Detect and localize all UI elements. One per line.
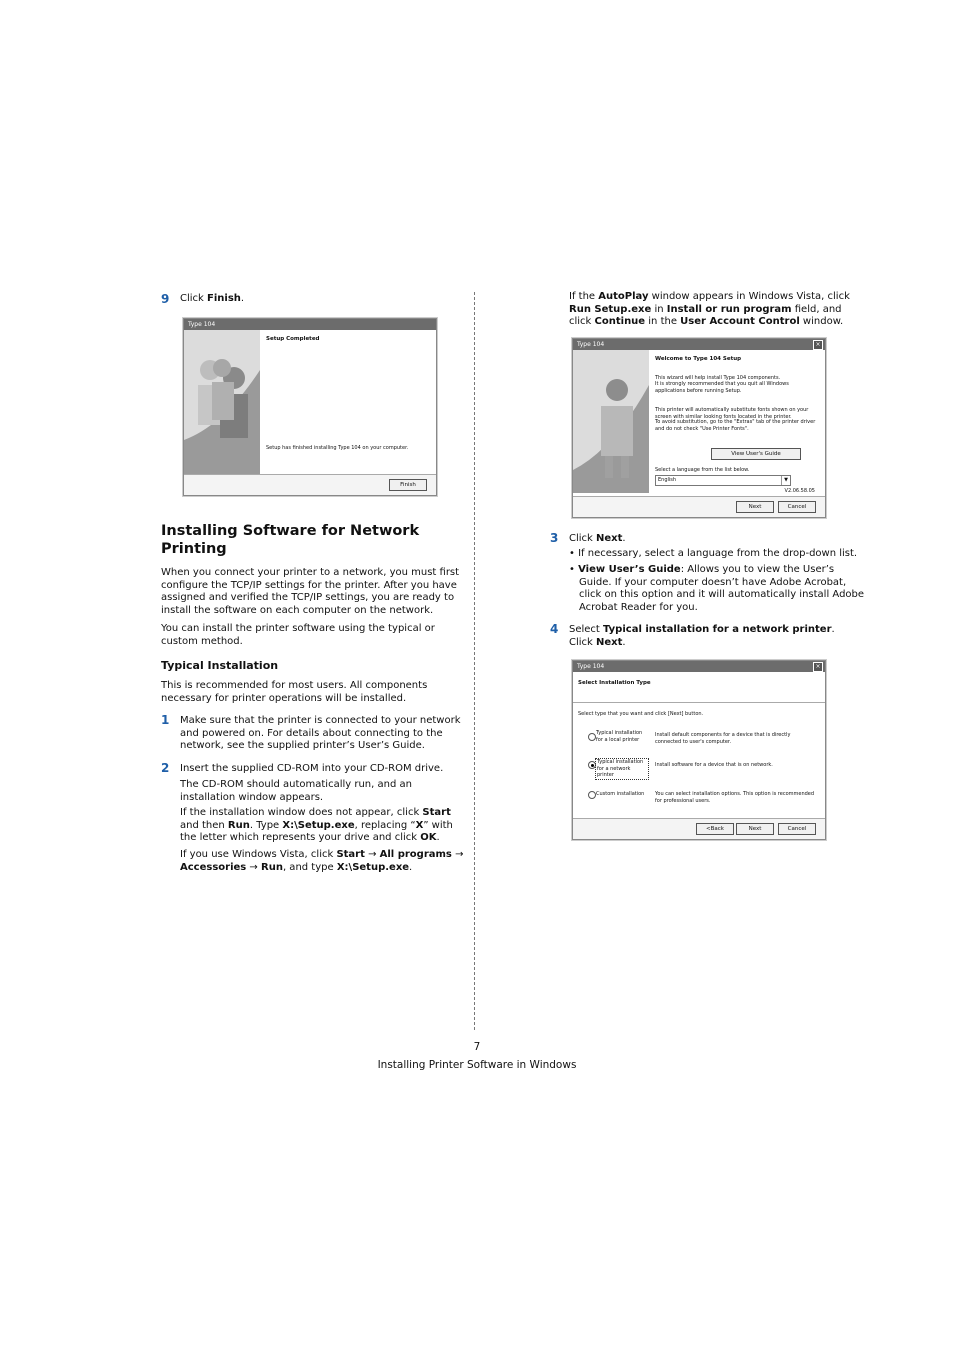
option-custom-label[interactable]: Custom installation <box>596 791 645 797</box>
setup-completed-dialog <box>183 318 437 496</box>
dialog-line-4: To avoid substitution, go to the "Extras" tab of the printer driver and do not check "Use Printer Fonts". <box>655 419 816 432</box>
dialog-prompt: Select type that you want and click [Next] button. <box>578 711 704 717</box>
dialog-line-2: It is strongly recommended that you quit all Windows applications before running Setup. <box>655 381 789 394</box>
step-3-bullet-language: • If necessary, select a language from the drop-down list. <box>569 548 858 559</box>
dialog-footer <box>573 818 825 839</box>
autoplay-intro: If the AutoPlay window appears in Windows Vista, click Run Setup.exe in Install or run program field, and click Continue in the User Account Control window. <box>569 291 850 327</box>
language-select-value: English <box>658 477 677 483</box>
step-9-number: 9 <box>161 292 170 306</box>
dialog-heading: Select Installation Type <box>578 680 651 686</box>
column-divider <box>474 292 475 1030</box>
dialog-titlebar: Type 104 <box>184 319 436 330</box>
step-1-number: 1 <box>161 713 170 727</box>
step-2-manual-run: If the installation window does not appear, click Start and then Run. Type X:\Setup.exe, replacing “X” with the letter which represents your drive and click OK. <box>180 807 453 843</box>
step-9-text: Click Finish. <box>180 293 245 304</box>
dialog-heading: Welcome to Type 104 Setup <box>655 356 742 362</box>
cancel-button[interactable]: Cancel <box>778 501 816 513</box>
language-label: Select a language from the list below. <box>655 467 750 473</box>
wizard-side-image <box>184 330 260 475</box>
step-4-text: Select Typical installation for a network printer. Click Next. <box>569 624 835 648</box>
paragraph-method: You can install the printer software using the typical or custom method. <box>161 623 435 647</box>
option-custom-desc: You can select installation options. This option is recommended for professional users. <box>655 791 815 804</box>
next-button[interactable]: Next <box>736 823 774 835</box>
step-3-bullet-guide: • View User’s Guide: Allows you to view the User’s Guide. If your computer doesn’t have Adobe Acrobat, click on this option and it will automatically install Adobe Acrobat Reader for you. <box>569 564 865 613</box>
close-icon[interactable]: × <box>813 340 823 350</box>
option-local-printer-desc: Install default components for a device that is directly connected to user's computer. <box>655 732 791 745</box>
view-users-guide-button[interactable]: View User's Guide <box>711 448 801 460</box>
radio-selected-dot <box>591 764 594 767</box>
step-3-number: 3 <box>550 531 559 545</box>
cancel-button[interactable]: Cancel <box>778 823 816 835</box>
welcome-setup-dialog <box>572 338 826 518</box>
step-1-text: Make sure that the printer is connected to your network and powered on. For details about connecting to the network, see the supplied printer’s User’s Guide. <box>180 715 461 751</box>
close-icon[interactable]: × <box>813 662 823 672</box>
option-network-printer-label[interactable]: Typical installation for a network printer <box>595 758 649 780</box>
step-2-number: 2 <box>161 761 170 775</box>
dialog-titlebar: Type 104 × <box>573 339 825 350</box>
step-3-text: Click Next. <box>569 533 626 544</box>
step-4-number: 4 <box>550 622 559 636</box>
wizard-side-image <box>573 350 649 493</box>
finish-button[interactable]: Finish <box>389 479 427 491</box>
section-title: Installing Software for Network Printing <box>161 523 420 557</box>
dialog-line-1: This wizard will help install Type 104 components. <box>655 375 781 381</box>
paragraph-tcpip: When you connect your printer to a network, you must first configure the TCP/IP settings for the printer. After you have assigned and verified the TCP/IP settings, you are ready to install the software on each computer on the network. <box>161 567 460 616</box>
page-number: 7 <box>473 1041 481 1053</box>
radio-local-printer[interactable] <box>588 733 596 741</box>
dialog-heading: Setup Completed <box>266 336 320 342</box>
radio-custom-installation[interactable] <box>588 791 596 799</box>
step-2-autorun: The CD-ROM should automatically run, and an installation window appears. <box>180 779 412 803</box>
paragraph-recommended: This is recommended for most users. All components necessary for printer operations will be installed. <box>161 680 428 704</box>
option-network-printer-desc: Install software for a device that is on network. <box>655 762 773 768</box>
dialog-header-band <box>573 672 825 703</box>
footer-title: Installing Printer Software in Windows <box>377 1059 577 1071</box>
language-select[interactable] <box>655 475 791 486</box>
select-installation-type-dialog <box>572 660 826 840</box>
option-local-printer-label[interactable]: Typical installation for a local printer <box>596 730 643 743</box>
dialog-titlebar: Type 104 × <box>573 661 825 672</box>
step-2-text: Insert the supplied CD-ROM into your CD-ROM drive. <box>180 763 444 774</box>
back-button[interactable]: <Back <box>696 823 734 835</box>
typical-installation-heading: Typical Installation <box>161 659 279 672</box>
person-icon <box>573 350 649 493</box>
chevron-down-icon[interactable]: ▼ <box>781 476 790 485</box>
next-button[interactable]: Next <box>736 501 774 513</box>
step-2-vista: If you use Windows Vista, click Start → All programs → Accessories → Run, and type X:\Setup.exe. <box>180 849 464 873</box>
version-label: V2.06.58.05 <box>784 488 815 494</box>
people-icon <box>184 330 260 475</box>
dialog-line-3: This printer will automatically substitute fonts shown on your screen with similar looking fonts located in the printer. <box>655 407 809 420</box>
dialog-footer <box>184 474 436 495</box>
dialog-message: Setup has finished installing Type 104 on your computer. <box>266 445 409 451</box>
dialog-footer <box>573 496 825 517</box>
